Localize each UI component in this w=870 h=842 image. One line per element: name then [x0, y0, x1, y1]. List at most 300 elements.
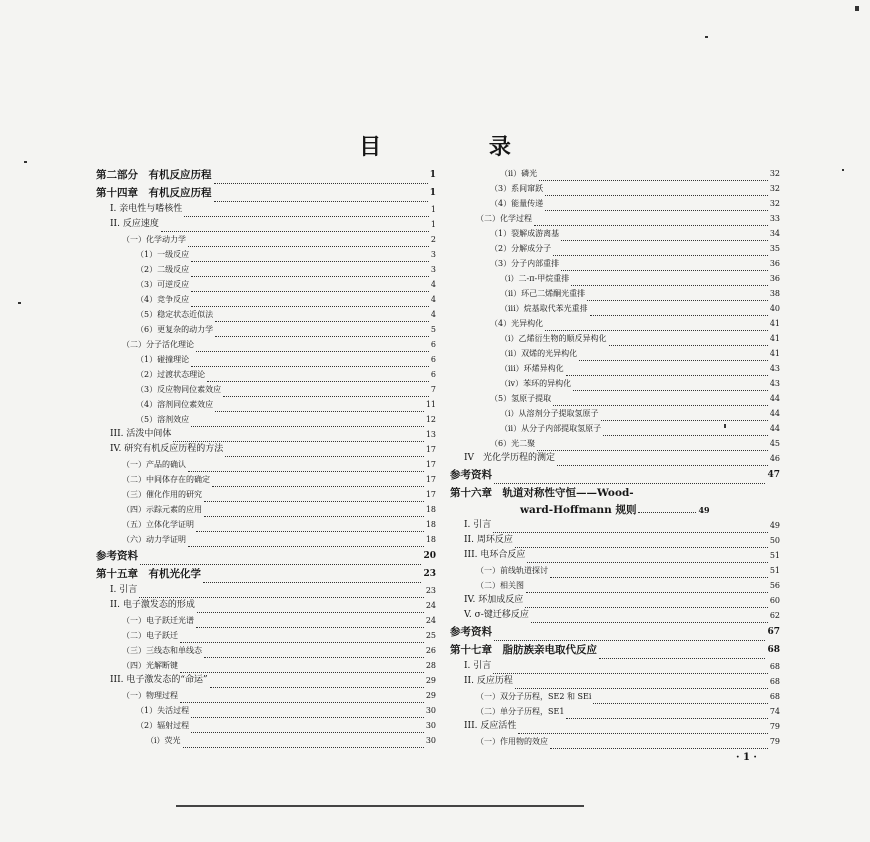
- toc-page-number: 33: [769, 214, 780, 223]
- toc-left-column: [96, 166, 436, 748]
- toc-entry[interactable]: [96, 232, 436, 247]
- toc-leader: [191, 356, 429, 367]
- toc-entry[interactable]: [450, 659, 780, 674]
- toc-page-number: 3: [430, 250, 436, 259]
- toc-entry-title: （3）反应物同位素效应: [136, 385, 222, 394]
- toc-right-column: [450, 166, 780, 749]
- toc-page-number: 6: [430, 340, 436, 349]
- toc-leader: [223, 386, 429, 397]
- toc-chapter-entry[interactable]: [450, 641, 780, 659]
- toc-entry[interactable]: [96, 472, 436, 487]
- toc-chapter-entry[interactable]: [96, 547, 436, 565]
- toc-entry-title: I. 亲电性与嗜核性: [110, 204, 183, 214]
- toc-page-number: 28: [425, 661, 436, 670]
- toc-leader: [191, 416, 424, 427]
- toc-entry-title: III. 反应活性: [464, 721, 517, 731]
- toc-leader: [566, 365, 768, 376]
- toc-leader: [493, 522, 768, 533]
- toc-page-number: 68: [769, 662, 780, 671]
- toc-page-number: 74: [769, 707, 780, 716]
- toc-page-number: 11: [425, 400, 436, 409]
- toc-entry[interactable]: [96, 487, 436, 502]
- toc-entry-title: （5）溶剂效应: [136, 415, 190, 424]
- toc-entry[interactable]: [96, 613, 436, 628]
- toc-page-number: 44: [769, 424, 780, 433]
- toc-page-number: 67: [767, 627, 780, 637]
- toc-leader: [545, 320, 768, 331]
- toc-page-number: 24: [425, 601, 436, 610]
- toc-page-number: 41: [769, 334, 780, 343]
- toc-leader: [139, 587, 424, 598]
- toc-entry[interactable]: [450, 316, 780, 331]
- toc-entry-title: （5）氢原子提取: [490, 394, 552, 403]
- toc-entry-title: （3）分子内部重排: [490, 259, 560, 268]
- toc-page-number: 38: [769, 289, 780, 298]
- toc-entry-title: （iii）环烯异构化: [500, 364, 564, 373]
- toc-entry-title: 第十七章 脂肪族亲电取代反应: [450, 644, 597, 656]
- toc-leader: [180, 662, 424, 673]
- toc-entry-title: （4）能量传递: [490, 199, 544, 208]
- toc-leader: [191, 296, 429, 307]
- toc-leader: [191, 722, 424, 733]
- toc-entry-title: （四）示踪元素的应用: [122, 505, 202, 514]
- toc-leader: [590, 305, 768, 316]
- toc-entry[interactable]: [450, 256, 780, 271]
- toc-entry-title: 第十六章 轨道对称性守恒——Wood-: [450, 487, 634, 499]
- toc-entry-title: 参考资料: [450, 469, 492, 481]
- toc-page-number: 30: [425, 721, 436, 730]
- toc-leader: [188, 236, 429, 247]
- toc-entry[interactable]: [96, 262, 436, 277]
- toc-page-number: 20: [423, 551, 436, 561]
- toc-entry[interactable]: [96, 367, 436, 382]
- toc-entry-title: （2）二级反应: [136, 265, 190, 274]
- toc-leader: [515, 678, 768, 689]
- toc-entry-title: （ii）从分子内部提取氢原子: [500, 424, 602, 433]
- toc-chapter-entry[interactable]: [450, 466, 780, 484]
- toc-leader: [191, 281, 429, 292]
- toc-leader: [571, 275, 768, 286]
- toc-entry-title: 第十四章 有机反应历程: [96, 187, 212, 199]
- toc-entry[interactable]: [450, 196, 780, 211]
- toc-entry-title: 参考资料: [450, 626, 492, 638]
- toc-page-number: 44: [769, 409, 780, 418]
- toc-page-number: 35: [769, 244, 780, 253]
- toc-entry[interactable]: [96, 733, 436, 748]
- toc-entry-title: （i）从溶剂分子提取氢原子: [500, 409, 599, 418]
- toc-entry-title: （四）光解断键: [122, 661, 178, 670]
- toc-entry-title: IV. 研究有机反应历程的方法: [110, 444, 224, 454]
- toc-page-number: 4: [430, 310, 436, 319]
- toc-entry[interactable]: [450, 436, 780, 451]
- toc-page-number: 49: [769, 521, 780, 530]
- toc-entry[interactable]: [96, 397, 436, 412]
- toc-entry-title: （ii）双烯的光异构化: [500, 349, 578, 358]
- toc-entry-title: II. 电子激发态的形成: [110, 600, 195, 610]
- toc-page-number: 51: [769, 551, 780, 560]
- toc-leader: [203, 572, 421, 583]
- toc-leader: [214, 173, 428, 184]
- toc-page-number: 44: [769, 394, 780, 403]
- toc-leader: [526, 582, 768, 593]
- toc-entry-title: （一）产品的确认: [122, 460, 186, 469]
- toc-page-number: 46: [769, 454, 780, 463]
- toc-page-number: 79: [769, 737, 780, 746]
- toc-entry-title: （i）二-π-甲烷重排: [500, 274, 570, 283]
- toc-entry[interactable]: [450, 734, 780, 749]
- toc-page-number: 18: [425, 520, 436, 529]
- page-number: · 1 ·: [736, 752, 757, 763]
- toc-page-number: 79: [769, 722, 780, 731]
- toc-leader: [566, 708, 767, 719]
- toc-entry-title: II. 反应速度: [110, 219, 159, 229]
- toc-entry[interactable]: [450, 704, 780, 719]
- toc-page-number: 1: [430, 205, 436, 214]
- toc-entry-title: （iv）苯环的异构化: [500, 379, 572, 388]
- toc-leader: [518, 723, 767, 734]
- toc-entry-title: （一）双分子历程，SE2 和 SEi: [476, 692, 592, 701]
- toc-entry[interactable]: [450, 211, 780, 226]
- toc-entry[interactable]: [96, 643, 436, 658]
- scan-speck: [705, 36, 708, 38]
- toc-leader: [191, 251, 429, 262]
- toc-entry-title: ward-Hoffmann 规则: [520, 504, 637, 516]
- toc-leader: [191, 707, 424, 718]
- toc-page-number: 29: [425, 676, 436, 685]
- toc-leader: [599, 648, 765, 659]
- scan-speck: [724, 424, 726, 428]
- toc-entry[interactable]: [96, 322, 436, 337]
- toc-entry-continuation: [450, 502, 780, 518]
- toc-entry-title: （i）荧光: [146, 736, 181, 745]
- toc-leader: [550, 567, 768, 578]
- toc-page-number: 12: [425, 415, 436, 424]
- toc-page-number: 32: [769, 169, 780, 178]
- toc-entry-title: III. 电子激发态的“命运”: [110, 675, 208, 685]
- toc-entry-title: （3）可逆反应: [136, 280, 190, 289]
- toc-entry[interactable]: [450, 608, 780, 623]
- toc-leader: [561, 230, 768, 241]
- toc-entry-title: （2）过渡状态理论: [136, 370, 206, 379]
- toc-entry-title: （二）化学过程: [476, 214, 532, 223]
- toc-leader: [638, 503, 696, 513]
- scan-speck: [855, 6, 859, 11]
- toc-page-number: 17: [425, 475, 436, 484]
- toc-entry[interactable]: [96, 688, 436, 703]
- toc-entry[interactable]: [450, 271, 780, 286]
- toc-entry-title: I. 引言: [464, 520, 492, 530]
- toc-page-number: 2: [430, 235, 436, 244]
- toc-page-number: 4: [430, 295, 436, 304]
- toc-entry-title: IV. 环加成反应: [464, 595, 524, 605]
- toc-leader: [210, 677, 424, 688]
- scan-speck: [842, 169, 844, 171]
- scan-speck: [24, 161, 27, 163]
- toc-entry-title: （三）三线态和单线态: [122, 646, 202, 655]
- toc-leader: [557, 455, 768, 466]
- toc-entry-title: （二）相关图: [476, 581, 524, 590]
- toc-entry[interactable]: [96, 598, 436, 613]
- toc-leader: [553, 245, 768, 256]
- toc-leader: [196, 341, 429, 352]
- toc-entry[interactable]: [450, 548, 780, 563]
- toc-leader: [183, 737, 424, 748]
- toc-entry[interactable]: [450, 376, 780, 391]
- toc-entry-title: （2）分解成分子: [490, 244, 552, 253]
- toc-page-number: 49: [698, 505, 710, 515]
- toc-page-number: 5: [430, 325, 436, 334]
- toc-page-number: 1: [430, 220, 436, 229]
- toc-page-number: 30: [425, 706, 436, 715]
- toc-entry[interactable]: [96, 703, 436, 718]
- toc-entry[interactable]: [450, 361, 780, 376]
- toc-page-number: 56: [769, 581, 780, 590]
- toc-page-number: 68: [769, 677, 780, 686]
- toc-entry-title: （1）裂解成游离基: [490, 229, 560, 238]
- toc-entry[interactable]: [450, 301, 780, 316]
- toc-entry-title: II. 反应历程: [464, 676, 513, 686]
- toc-page-number: 6: [430, 355, 436, 364]
- toc-entry-title: （一）作用物的效应: [476, 737, 548, 746]
- toc-leader: [180, 632, 424, 643]
- toc-entry[interactable]: [450, 406, 780, 421]
- toc-leader: [196, 617, 424, 628]
- toc-entry[interactable]: [450, 421, 780, 436]
- toc-entry[interactable]: [450, 563, 780, 578]
- toc-entry[interactable]: [450, 689, 780, 704]
- toc-entry-title: （一）化学动力学: [122, 235, 186, 244]
- toc-page-number: 18: [425, 535, 436, 544]
- toc-entry[interactable]: [96, 352, 436, 367]
- toc-entry-title: （一）物理过程: [122, 691, 178, 700]
- toc-leader: [212, 476, 424, 487]
- toc-leader: [553, 395, 768, 406]
- bottom-rule: [176, 805, 584, 807]
- toc-entry[interactable]: [96, 382, 436, 397]
- toc-entry[interactable]: [96, 718, 436, 733]
- toc-entry-title: （1）失活过程: [136, 706, 190, 715]
- toc-entry[interactable]: [450, 166, 780, 181]
- toc-leader: [561, 260, 768, 271]
- toc-page-number: 41: [769, 349, 780, 358]
- scan-speck: [18, 302, 21, 304]
- toc-entry[interactable]: [450, 719, 780, 734]
- toc-leader: [494, 473, 765, 484]
- toc-entry[interactable]: [96, 532, 436, 547]
- toc-entry[interactable]: [96, 673, 436, 688]
- toc-page-number: 26: [425, 646, 436, 655]
- toc-entry-title: （iii）烷基取代苯光重排: [500, 304, 588, 313]
- toc-entry[interactable]: [450, 241, 780, 256]
- toc-entry-title: （五）立体化学证明: [122, 520, 194, 529]
- toc-entry[interactable]: [450, 451, 780, 466]
- toc-page-number: 23: [425, 586, 436, 595]
- toc-chapter-entry[interactable]: [96, 184, 436, 202]
- toc-entry-title: （二）中间体存在的确定: [122, 475, 210, 484]
- toc-entry[interactable]: [96, 442, 436, 457]
- toc-entry-title: （5）稳定状态近似法: [136, 310, 214, 319]
- toc-entry[interactable]: [96, 337, 436, 352]
- toc-entry[interactable]: [96, 583, 436, 598]
- toc-entry[interactable]: [96, 307, 436, 322]
- toc-entry[interactable]: [96, 658, 436, 673]
- toc-leader: [537, 440, 768, 451]
- toc-entry-title: III. 电环合反应: [464, 550, 526, 560]
- toc-leader: [180, 692, 424, 703]
- toc-entry-title: （1）碰撞理论: [136, 355, 190, 364]
- toc-entry[interactable]: [450, 391, 780, 406]
- toc-page-number: 36: [769, 274, 780, 283]
- toc-entry-title: （3）系间窜跃: [490, 184, 544, 193]
- toc-entry[interactable]: [96, 247, 436, 262]
- toc-leader: [173, 431, 423, 442]
- toc-leader: [204, 506, 424, 517]
- toc-entry[interactable]: [450, 578, 780, 593]
- toc-entry[interactable]: [450, 593, 780, 608]
- toc-entry-title: （6）更复杂的动力学: [136, 325, 214, 334]
- toc-leader: [515, 537, 768, 548]
- toc-leader: [215, 311, 429, 322]
- toc-page-number: 1: [429, 170, 436, 180]
- toc-leader: [579, 350, 768, 361]
- toc-leader: [207, 371, 429, 382]
- toc-entry[interactable]: [96, 412, 436, 427]
- toc-entry-title: 参考资料: [96, 550, 138, 562]
- toc-entry[interactable]: [450, 518, 780, 533]
- toc-entry[interactable]: [96, 628, 436, 643]
- toc-leader: [197, 602, 424, 613]
- toc-page-number: 34: [769, 229, 780, 238]
- toc-entry-title: 第十五章 有机光化学: [96, 568, 201, 580]
- toc-page-number: 36: [769, 259, 780, 268]
- toc-entry-title: （二）电子跃迁: [122, 631, 178, 640]
- toc-entry-title: （ii）磷光: [500, 169, 538, 178]
- toc-entry-title: （1）一级反应: [136, 250, 190, 259]
- toc-page-number: 18: [425, 505, 436, 514]
- toc-page-number: 51: [769, 566, 780, 575]
- toc-entry-title: （一）电子跃迁光谱: [122, 616, 194, 625]
- toc-entry-title: III. 活泼中间体: [110, 429, 172, 439]
- toc-leader: [215, 326, 429, 337]
- toc-leader: [525, 597, 768, 608]
- toc-page-number: 41: [769, 319, 780, 328]
- toc-entry-title: I. 引言: [110, 585, 138, 595]
- toc-leader: [587, 290, 768, 301]
- toc-leader: [527, 552, 767, 563]
- toc-page-number: 32: [769, 184, 780, 193]
- toc-entry[interactable]: [96, 457, 436, 472]
- toc-entry[interactable]: [450, 346, 780, 361]
- toc-chapter-entry[interactable]: [96, 565, 436, 583]
- toc-page-number: 17: [425, 490, 436, 499]
- toc-page-number: 30: [425, 736, 436, 745]
- toc-page-number: 68: [769, 692, 780, 701]
- toc-leader: [191, 266, 429, 277]
- toc-entry-title: （6）光二聚: [490, 439, 536, 448]
- toc-leader: [603, 425, 768, 436]
- toc-page-number: 13: [425, 430, 436, 439]
- toc-page-number: 32: [769, 199, 780, 208]
- toc-leader: [225, 446, 424, 457]
- toc-leader: [196, 521, 424, 532]
- toc-page-number: 50: [769, 536, 780, 545]
- toc-leader: [534, 215, 768, 226]
- toc-chapter-entry[interactable]: [450, 484, 780, 502]
- toc-page-number: 25: [425, 631, 436, 640]
- toc-entry[interactable]: [450, 226, 780, 241]
- toc-entry-title: （4）溶剂同位素效应: [136, 400, 214, 409]
- toc-chapter-entry[interactable]: [450, 623, 780, 641]
- toc-entry[interactable]: [96, 202, 436, 217]
- toc-page-number: 17: [425, 460, 436, 469]
- toc-entry[interactable]: [450, 674, 780, 689]
- toc-leader: [214, 191, 428, 202]
- toc-page-number: 45: [769, 439, 780, 448]
- toc-leader: [573, 380, 768, 391]
- toc-entry[interactable]: [96, 292, 436, 307]
- toc-leader: [140, 554, 421, 565]
- toc-page-number: 43: [769, 364, 780, 373]
- toc-chapter-entry[interactable]: [96, 166, 436, 184]
- toc-entry-title: （一）前线轨道探讨: [476, 566, 548, 575]
- toc-entry-title: （2）辐射过程: [136, 721, 190, 730]
- toc-entry-title: V. σ-键迁移反应: [464, 610, 529, 620]
- toc-leader: [601, 410, 768, 421]
- toc-entry[interactable]: [96, 502, 436, 517]
- toc-page-number: 29: [425, 691, 436, 700]
- toc-leader: [531, 612, 768, 623]
- toc-entry-title: （六）动力学证明: [122, 535, 186, 544]
- toc-leader: [188, 536, 424, 547]
- toc-page-number: 7: [430, 385, 436, 394]
- toc-entry-title: （4）光异构化: [490, 319, 544, 328]
- toc-entry-title: （ii）环己二烯酮光重排: [500, 289, 586, 298]
- toc-leader: [188, 461, 424, 472]
- toc-leader: [215, 401, 424, 412]
- toc-entry[interactable]: [96, 517, 436, 532]
- toc-entry-title: I. 引言: [464, 661, 492, 671]
- toc-page-number: 4: [430, 280, 436, 289]
- toc-leader: [593, 693, 767, 704]
- toc-entry[interactable]: [450, 286, 780, 301]
- toc-leader: [494, 630, 765, 641]
- toc-page-number: 68: [767, 645, 780, 655]
- toc-entry[interactable]: [96, 427, 436, 442]
- toc-page-number: 62: [769, 611, 780, 620]
- toc-entry[interactable]: [450, 331, 780, 346]
- toc-leader: [636, 492, 778, 502]
- toc-entry[interactable]: [450, 533, 780, 548]
- toc-page-number: 40: [769, 304, 780, 313]
- toc-leader: [545, 185, 768, 196]
- toc-page-number: 24: [425, 616, 436, 625]
- toc-entry-title: （三）催化作用的研究: [122, 490, 202, 499]
- toc-entry-title: （二）单分子历程，SE1: [476, 707, 565, 716]
- toc-page-number: 3: [430, 265, 436, 274]
- page-title: 目 录: [359, 134, 561, 160]
- toc-entry[interactable]: [450, 181, 780, 196]
- toc-page-number: 47: [767, 470, 780, 480]
- toc-leader: [161, 221, 429, 232]
- toc-entry-title: （二）分子活化理论: [122, 340, 194, 349]
- toc-leader: [539, 170, 768, 181]
- toc-leader: [550, 738, 768, 749]
- toc-leader: [609, 335, 768, 346]
- toc-entry[interactable]: [96, 277, 436, 292]
- toc-leader: [204, 647, 424, 658]
- toc-page-number: 23: [423, 569, 436, 579]
- toc-entry[interactable]: [96, 217, 436, 232]
